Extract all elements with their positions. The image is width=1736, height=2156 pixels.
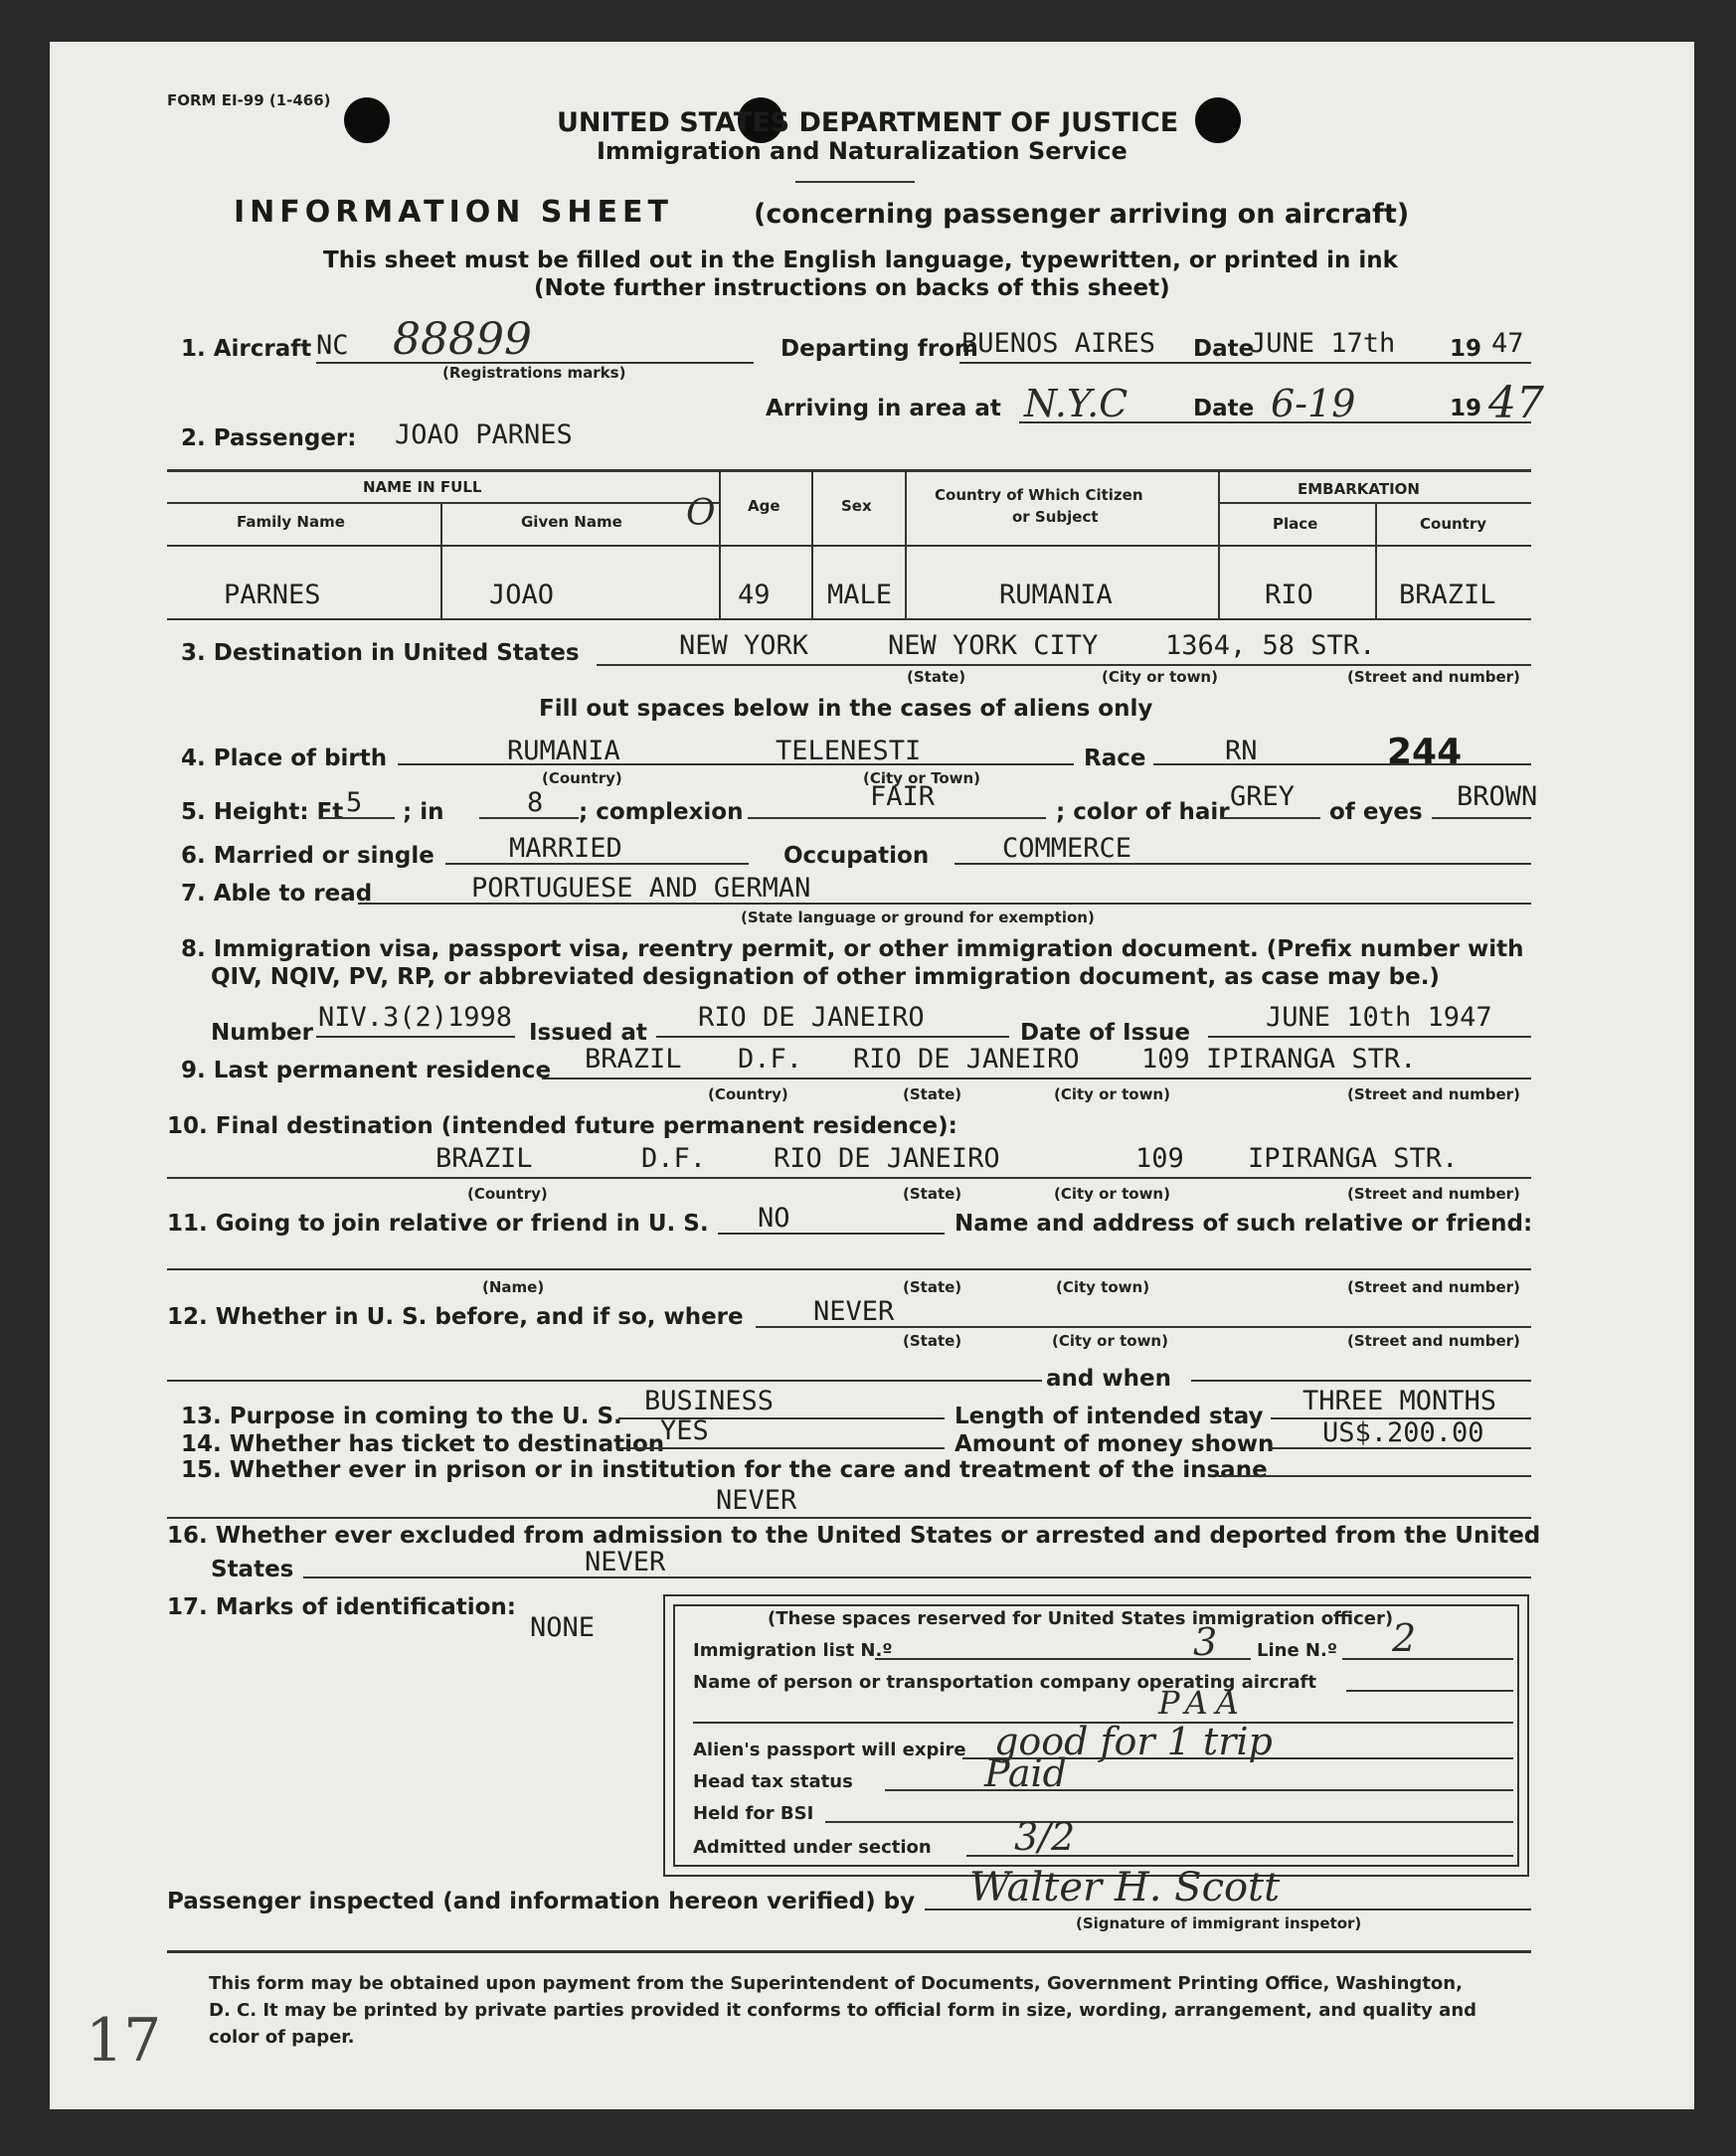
embarkation-header: EMBARKATION bbox=[1298, 480, 1420, 498]
eyes-field-line bbox=[1432, 817, 1531, 819]
destination-street-caption: (Street and number) bbox=[1347, 668, 1520, 686]
immigration-list-value: 3 bbox=[1193, 1620, 1218, 1664]
bsi-label: Held for BSI bbox=[693, 1803, 814, 1824]
relative-name-caption: (Name) bbox=[482, 1278, 545, 1296]
age-header: Age bbox=[748, 497, 781, 515]
eyes-value: BROWN bbox=[1457, 781, 1538, 812]
relative-label: 11. Going to join relative or friend in U. S. bbox=[167, 1211, 709, 1237]
departure-date-value: JUNE 17th bbox=[1250, 328, 1396, 359]
final-country: BRAZIL bbox=[435, 1143, 533, 1174]
embark-place-value: RIO bbox=[1265, 580, 1313, 610]
instruction-line-2: (Note further instructions on backs of this sheet) bbox=[534, 275, 1170, 301]
destination-state-caption: (State) bbox=[907, 668, 966, 686]
table-divider-1 bbox=[440, 502, 442, 618]
company-label: Name of person or transportation company operating aircraft bbox=[693, 1672, 1316, 1693]
birthplace-field-line bbox=[398, 763, 1074, 765]
final-state: D.F. bbox=[641, 1143, 707, 1174]
residence-country: BRAZIL bbox=[585, 1044, 682, 1075]
departure-year-value: 47 bbox=[1491, 328, 1524, 359]
marital-field-line bbox=[445, 863, 749, 865]
arrival-date-value: 6-19 bbox=[1271, 382, 1356, 425]
height-inches-value: 8 bbox=[527, 787, 544, 818]
birth-city-caption: (City or Town) bbox=[863, 769, 981, 787]
ticket-label: 14. Whether has ticket to destination bbox=[181, 1431, 665, 1457]
signature-caption: (Signature of immigrant inspetor) bbox=[1076, 1914, 1362, 1932]
stay-label: Length of intended stay bbox=[955, 1404, 1264, 1429]
admitted-section-value: 3/2 bbox=[1014, 1815, 1076, 1859]
date-issue-label: Date of Issue bbox=[1020, 1020, 1190, 1046]
signature-line bbox=[925, 1908, 1531, 1910]
service-heading: Immigration and Naturalization Service bbox=[597, 137, 1128, 165]
complexion-field-line bbox=[748, 817, 1046, 819]
relative-name-label: Name and address of such relative or friend: bbox=[955, 1211, 1533, 1237]
given-name-value: JOAO bbox=[489, 580, 555, 610]
excluded-line-1: 16. Whether ever excluded from admission to the United States or arrested and deported from the United bbox=[167, 1523, 1541, 1549]
purpose-label: 13. Purpose in coming to the U. S. bbox=[181, 1404, 622, 1429]
date-issue-value: JUNE 10th 1947 bbox=[1266, 1002, 1492, 1033]
height-label: 5. Height: Ft bbox=[181, 799, 344, 825]
header-rule bbox=[795, 181, 915, 183]
issued-at-label: Issued at bbox=[529, 1020, 647, 1046]
hair-label: ; color of hair bbox=[1056, 799, 1230, 825]
race-value: RN bbox=[1225, 736, 1258, 766]
footer-line-1: This form may be obtained upon payment from the Superintendent of Documents, Government Printing Office, Washington, bbox=[209, 1973, 1463, 1994]
document-line-2: QIV, NQIV, PV, RP, or abbreviated designation of other immigration document, as case may be.) bbox=[211, 964, 1440, 990]
country-header: Country bbox=[1420, 515, 1487, 533]
identification-value: NONE bbox=[530, 1612, 596, 1643]
officer-box-heading: (These spaces reserved for United States immigration officer) bbox=[768, 1608, 1394, 1629]
head-tax-value: Paid bbox=[984, 1751, 1067, 1795]
previous-when-line-right bbox=[1191, 1380, 1531, 1382]
prison-value-line bbox=[167, 1517, 1531, 1519]
destination-label: 3. Destination in United States bbox=[181, 640, 580, 666]
company-value: PAA bbox=[1158, 1684, 1247, 1722]
height-inches-line bbox=[479, 817, 579, 819]
arrival-year-prefix: 19 bbox=[1450, 396, 1482, 421]
residence-label: 9. Last permanent residence bbox=[181, 1058, 552, 1083]
line-number-value: 2 bbox=[1392, 1616, 1417, 1660]
table-divider-6 bbox=[1375, 502, 1377, 618]
final-country-caption: (Country) bbox=[467, 1185, 548, 1203]
line-number-label: Line N.º bbox=[1257, 1640, 1337, 1661]
passenger-value: JOAO PARNES bbox=[395, 419, 573, 450]
residence-state: D.F. bbox=[738, 1044, 803, 1075]
occupation-field-line bbox=[955, 863, 1531, 865]
table-header-rule bbox=[167, 502, 719, 504]
document-number-value: NIV.3(2)1998 bbox=[318, 1002, 513, 1033]
departing-field-line bbox=[959, 362, 1531, 364]
page-mark: 17 bbox=[86, 2006, 162, 2075]
passport-expire-value: good for 1 trip bbox=[994, 1720, 1273, 1763]
final-state-caption: (State) bbox=[903, 1185, 962, 1203]
footer-line-2: D. C. It may be printed by private parties provided it conforms to official form in size, wording, arrangement, and quality and bbox=[209, 2000, 1477, 2021]
citizenship-value: RUMANIA bbox=[999, 580, 1113, 610]
read-field-line bbox=[358, 903, 1531, 905]
inspection-label: Passenger inspected (and information hereon verified) by bbox=[167, 1889, 916, 1914]
complexion-label: ; complexion bbox=[579, 799, 744, 825]
bsi-line bbox=[825, 1821, 1513, 1823]
inspector-signature: Walter H. Scott bbox=[969, 1865, 1281, 1910]
previous-city-caption: (City or town) bbox=[1052, 1332, 1168, 1350]
head-tax-label: Head tax status bbox=[693, 1771, 853, 1792]
final-street: IPIRANGA STR. bbox=[1248, 1143, 1459, 1174]
aircraft-prefix: NC bbox=[316, 330, 349, 361]
previous-visit-value: NEVER bbox=[813, 1296, 895, 1327]
table-divider-5 bbox=[1218, 469, 1220, 618]
table-top-border bbox=[167, 469, 1531, 472]
destination-state: NEW YORK bbox=[679, 630, 809, 661]
sheet-subtitle: (concerning passenger arriving on aircraft) bbox=[754, 199, 1410, 230]
identification-label: 17. Marks of identification: bbox=[167, 1594, 516, 1620]
table-divider-3 bbox=[811, 469, 813, 618]
prison-field-line bbox=[1218, 1475, 1531, 1477]
admitted-section-label: Admitted under section bbox=[693, 1837, 932, 1858]
hair-field-line bbox=[1221, 817, 1320, 819]
embark-country-value: BRAZIL bbox=[1399, 580, 1496, 610]
footer-rule bbox=[167, 1950, 1531, 1953]
arriving-field-line bbox=[1019, 421, 1531, 423]
relative-address-line bbox=[167, 1268, 1531, 1270]
prison-value: NEVER bbox=[716, 1485, 797, 1516]
residence-country-caption: (Country) bbox=[708, 1085, 788, 1103]
issued-at-line bbox=[656, 1036, 1009, 1038]
final-destination-line bbox=[167, 1177, 1531, 1179]
departing-label: Departing from bbox=[781, 336, 978, 362]
given-name-header: Given Name bbox=[521, 513, 622, 531]
departing-from-value: BUENOS AIRES bbox=[961, 328, 1156, 359]
final-street-caption: (Street and number) bbox=[1347, 1185, 1520, 1203]
read-caption: (State language or ground for exemption) bbox=[741, 909, 1095, 926]
document-line-1: 8. Immigration visa, passport visa, reentry permit, or other immigration document. (Prefix number with bbox=[181, 936, 1524, 962]
final-number: 109 bbox=[1135, 1143, 1184, 1174]
when-label: and when bbox=[1046, 1366, 1171, 1392]
birth-city-value: TELENESTI bbox=[776, 736, 922, 766]
stay-value: THREE MONTHS bbox=[1302, 1386, 1497, 1416]
citizen-header-2: or Subject bbox=[1012, 508, 1099, 526]
immigration-list-label: Immigration list N.º bbox=[693, 1640, 893, 1661]
residence-street-caption: (Street and number) bbox=[1347, 1085, 1520, 1103]
final-destination-label: 10. Final destination (intended future permanent residence): bbox=[167, 1113, 957, 1139]
sex-header: Sex bbox=[841, 497, 872, 515]
prison-label: 15. Whether ever in prison or in institution for the care and treatment of the insane bbox=[181, 1457, 1268, 1483]
date-issue-line bbox=[1208, 1036, 1531, 1038]
arrival-year-value: 47 bbox=[1488, 378, 1544, 428]
given-name-mark: O bbox=[686, 493, 716, 534]
footer-line-3: color of paper. bbox=[209, 2027, 355, 2048]
previous-when-line-left bbox=[167, 1380, 1042, 1382]
department-heading: UNITED STATES DEPARTMENT OF JUSTICE bbox=[557, 107, 1179, 138]
table-divider-2 bbox=[719, 469, 721, 618]
issued-at-value: RIO DE JANEIRO bbox=[698, 1002, 925, 1033]
sex-value: MALE bbox=[827, 580, 893, 610]
instruction-line-1: This sheet must be filled out in the English language, typewritten, or printed in ink bbox=[323, 248, 1398, 273]
relative-city-caption: (City town) bbox=[1056, 1278, 1150, 1296]
relative-state-caption: (State) bbox=[903, 1278, 962, 1296]
marital-label: 6. Married or single bbox=[181, 843, 434, 869]
race-field-line bbox=[1153, 763, 1531, 765]
excluded-line-2: States bbox=[211, 1557, 294, 1582]
residence-state-caption: (State) bbox=[903, 1085, 962, 1103]
place-header: Place bbox=[1273, 515, 1318, 533]
aliens-only-note: Fill out spaces below in the cases of aliens only bbox=[539, 696, 1153, 722]
race-label: Race bbox=[1084, 746, 1146, 771]
occupation-value: COMMERCE bbox=[1002, 833, 1132, 864]
marital-value: MARRIED bbox=[509, 833, 622, 864]
departure-year-prefix: 19 bbox=[1450, 336, 1482, 362]
money-field-line bbox=[1271, 1447, 1531, 1449]
company-line bbox=[1346, 1690, 1513, 1692]
table-header-bottom bbox=[167, 545, 1531, 547]
previous-state-caption: (State) bbox=[903, 1332, 962, 1350]
destination-street: 1364, 58 STR. bbox=[1165, 630, 1376, 661]
relative-value: NO bbox=[758, 1203, 790, 1234]
family-name-header: Family Name bbox=[237, 513, 345, 531]
previous-street-caption: (Street and number) bbox=[1347, 1332, 1520, 1350]
table-bottom-border bbox=[167, 618, 1531, 620]
citizen-header-1: Country of Which Citizen bbox=[935, 486, 1143, 504]
punch-hole-right bbox=[1195, 97, 1241, 143]
arriving-label: Arriving in area at bbox=[766, 396, 1001, 421]
ticket-field-line bbox=[618, 1447, 945, 1449]
document-number-label: Number bbox=[211, 1020, 313, 1046]
occupation-label: Occupation bbox=[783, 843, 930, 869]
complexion-value: FAIR bbox=[870, 781, 936, 812]
passport-expire-label: Alien's passport will expire bbox=[693, 1740, 966, 1760]
destination-field-line bbox=[597, 664, 1531, 666]
race-code-value: 244 bbox=[1387, 732, 1463, 772]
eyes-label: of eyes bbox=[1329, 799, 1423, 825]
departure-date-label: Date bbox=[1193, 336, 1255, 362]
destination-city: NEW YORK CITY bbox=[888, 630, 1099, 661]
money-label: Amount of money shown bbox=[955, 1431, 1275, 1457]
excluded-value: NEVER bbox=[585, 1547, 666, 1577]
table-divider-4 bbox=[905, 469, 907, 618]
residence-street: 109 IPIRANGA STR. bbox=[1141, 1044, 1417, 1075]
destination-city-caption: (City or town) bbox=[1102, 668, 1218, 686]
ticket-value: YES bbox=[660, 1415, 709, 1446]
excluded-field-line bbox=[303, 1576, 1531, 1578]
hair-value: GREY bbox=[1230, 781, 1296, 812]
birthplace-label: 4. Place of birth bbox=[181, 746, 388, 771]
name-in-full-header: NAME IN FULL bbox=[363, 478, 482, 496]
arrival-date-label: Date bbox=[1193, 396, 1255, 421]
final-city: RIO DE JANEIRO bbox=[774, 1143, 1000, 1174]
form-number: FORM EI-99 (1-466) bbox=[167, 91, 331, 109]
immigration-list-line bbox=[875, 1658, 1251, 1660]
relative-street-caption: (Street and number) bbox=[1347, 1278, 1520, 1296]
residence-city: RIO DE JANEIRO bbox=[853, 1044, 1080, 1075]
aircraft-number: 88899 bbox=[393, 314, 532, 365]
residence-field-line bbox=[542, 1078, 1531, 1079]
read-value: PORTUGUESE AND GERMAN bbox=[471, 873, 811, 904]
residence-city-caption: (City or town) bbox=[1054, 1085, 1170, 1103]
purpose-value: BUSINESS bbox=[644, 1386, 775, 1416]
height-feet-value: 5 bbox=[346, 787, 363, 818]
money-value: US$.200.00 bbox=[1322, 1417, 1484, 1448]
read-label: 7. Able to read bbox=[181, 881, 373, 907]
height-inches-label: ; in bbox=[403, 799, 444, 825]
final-city-caption: (City or town) bbox=[1054, 1185, 1170, 1203]
relative-field-line bbox=[718, 1233, 945, 1235]
arriving-at-value: N.Y.C bbox=[1024, 382, 1128, 425]
previous-visit-label: 12. Whether in U. S. before, and if so, where bbox=[167, 1304, 744, 1330]
birth-country-value: RUMANIA bbox=[507, 736, 620, 766]
admitted-section-line bbox=[966, 1855, 1513, 1857]
line-number-line bbox=[1342, 1658, 1513, 1660]
family-name-value: PARNES bbox=[224, 580, 321, 610]
passenger-label: 2. Passenger: bbox=[181, 425, 357, 451]
birth-country-caption: (Country) bbox=[542, 769, 622, 787]
head-tax-line bbox=[885, 1789, 1513, 1791]
sheet-title: INFORMATION SHEET bbox=[234, 195, 673, 230]
document-number-line bbox=[316, 1036, 515, 1038]
aircraft-label: 1. Aircraft bbox=[181, 336, 312, 362]
previous-visit-line bbox=[756, 1326, 1531, 1328]
height-feet-line bbox=[320, 817, 395, 819]
age-value: 49 bbox=[738, 580, 771, 610]
registration-caption: (Registrations marks) bbox=[442, 364, 626, 382]
punch-hole-left bbox=[344, 97, 390, 143]
